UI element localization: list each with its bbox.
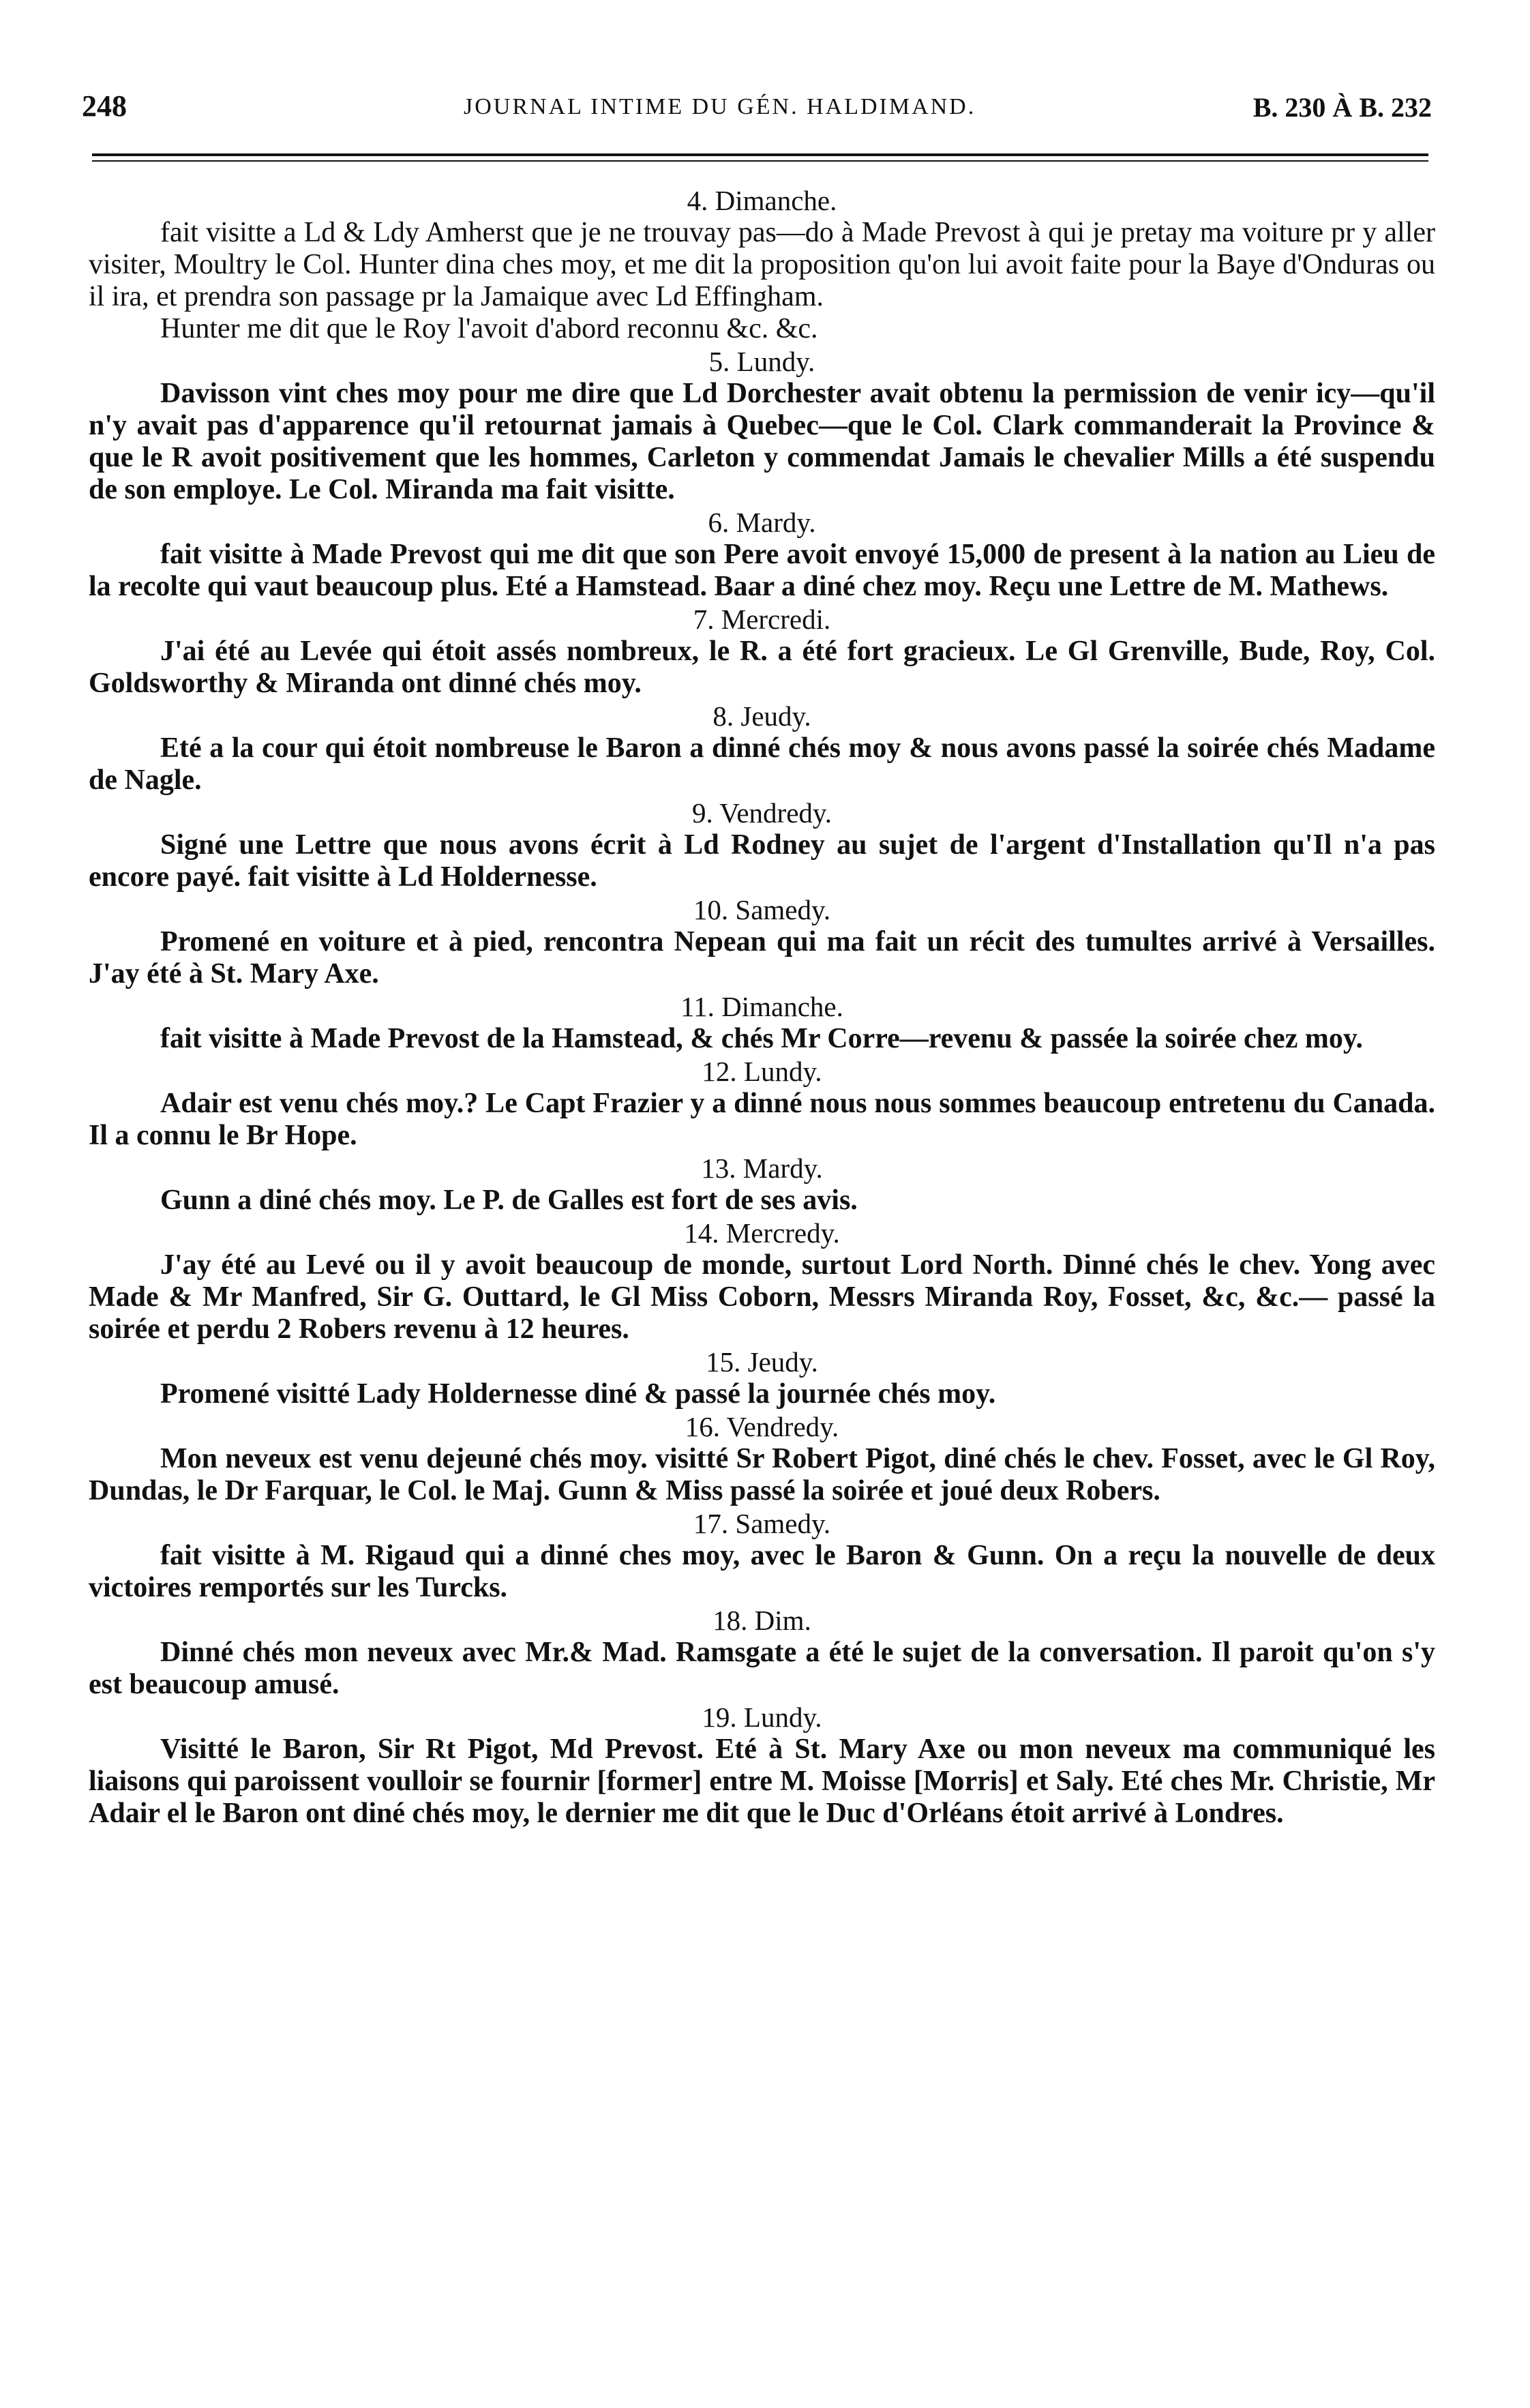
entry-date: 13. Mardy. <box>701 1153 823 1184</box>
journal-entry <box>89 345 1435 506</box>
entry-date: 8. Jeudy. <box>712 700 811 732</box>
entry-text: Promené en voiture et à pied, rencontra Nepean qui ma fait un récit des tumultes arrivé à Versailles. J'ay été à St. Mary Axe. <box>89 926 1435 990</box>
entry-text: fait visitte a Ld & Ldy Amherst que je ne trouvay pas—do à Made Prevost à qui je pretay ma voiture pr y aller visiter, Moultry le Col. Hunter dina ches moy, et me dit la proposition qu'on lui avoit faite pour la Baye d'Onduras ou il ira, et prendra son passage pr la Jamaique avec Ld Effingham. <box>89 217 1435 312</box>
entry-date: 11. Dimanche. <box>680 991 843 1022</box>
entry-date: 14. Mercredy. <box>684 1217 840 1249</box>
entry-text: fait visitte à M. Rigaud qui a dinné ches moy, avec le Baron & Gunn. On a reçu la nouvelle de deux victoires remportés sur les Turcks. <box>89 1540 1435 1603</box>
entry-date: 17. Samedy. <box>693 1508 831 1539</box>
entry-text: fait visitte à Made Prevost qui me dit que son Pere avoit envoyé 15,000 de present à la nation au Lieu de la recolte qui vaut beaucoup plus. Eté a Hamstead. Baar a diné chez moy. Reçu une Lettre de M. Mathews. <box>89 539 1435 602</box>
entry-date: 6. Mardy. <box>708 507 816 538</box>
journal-entry <box>89 603 1435 700</box>
entry-text: Promené visitté Lady Holdernesse diné & passé la journée chés moy. <box>160 1378 996 1410</box>
journal-entry <box>89 797 1435 893</box>
journal-entry <box>89 313 1435 345</box>
journal-entry <box>89 1701 1435 1830</box>
journal-entry <box>89 893 1435 990</box>
journal-entry <box>89 1507 1435 1604</box>
entry-date: 12. Lundy. <box>702 1056 822 1087</box>
entry-text: Eté a la cour qui étoit nombreuse le Baron a dinné chés moy & nous avons passé la soirée chés Madame de Nagle. <box>89 732 1435 796</box>
page-header <box>82 89 1432 130</box>
entry-date: 18. Dim. <box>712 1605 811 1636</box>
journal-entry <box>89 700 1435 797</box>
entry-text: J'ai été au Levée qui étoit assés nombreux, le R. a été fort gracieux. Le Gl Grenville, Bude, Roy, Col. Goldsworthy & Miranda ont dinné chés moy. <box>89 636 1435 699</box>
entry-date: 19. Lundy. <box>702 1701 822 1733</box>
entry-text: Visitté le Baron, Sir Rt Pigot, Md Prevost. Eté à St. Mary Axe ou mon neveux ma communiqué les liaisons qui paroissent voulloir se fournir [former] entre M. Moisse [Morris] et Saly. Eté ches Mr. Christie, Mr Adair el le Baron ont diné chés moy, le dernier me dit que le Duc d'Orléans étoit arrivé à Londres. <box>89 1734 1435 1829</box>
journal-entry <box>89 1217 1435 1346</box>
entry-date: 7. Mercredi. <box>693 604 831 635</box>
journal-entry <box>89 1152 1435 1217</box>
journal-entry <box>89 990 1435 1055</box>
entry-text: Signé une Lettre que nous avons écrit à Ld Rodney au sujet de l'argent d'Installation qu'Il n'a pas encore payé. fait visitte à Ld Holdernesse. <box>89 829 1435 893</box>
entry-date: 10. Samedy. <box>693 894 831 925</box>
journal-entry <box>89 184 1435 313</box>
journal-body <box>89 184 1435 1830</box>
page-number: 248 <box>82 89 127 123</box>
entry-date: 4. Dimanche. <box>687 185 837 216</box>
journal-entry <box>89 1055 1435 1152</box>
journal-entry <box>89 1410 1435 1507</box>
entry-text: Hunter me dit que le Roy l'avoit d'abord reconnu &c. &c. <box>160 313 818 344</box>
entry-text: J'ay été au Levé ou il y avoit beaucoup de monde, surtout Lord North. Dinné chés le chev. Yong avec Made & Mr Manfred, Sir G. Outtard, le Gl Miss Coborn, Messrs Miranda Roy, Fosset, &c, &c.— passé la soirée et perdu 2 Robers revenu à 12 heures. <box>89 1249 1435 1345</box>
entry-text: Adair est venu chés moy.? Le Capt Frazier y a dinné nous nous sommes beaucoup entretenu du Canada. Il a connu le Br Hope. <box>89 1088 1435 1151</box>
entry-text: Mon neveux est venu dejeuné chés moy. visitté Sr Robert Pigot, diné chés le chev. Fosset, avec le Gl Roy, Dundas, le Dr Farquar, le Col. le Maj. Gunn & Miss passé la soirée et joué deux Robers. <box>89 1443 1435 1506</box>
entry-date: 5. Lundy. <box>708 346 815 377</box>
running-title: JOURNAL INTIME DU GÉN. HALDIMAND. <box>464 94 976 119</box>
journal-entry <box>89 1604 1435 1701</box>
entry-date: 16. Vendredy. <box>685 1411 839 1442</box>
entry-date: 9. Vendredy. <box>692 797 832 829</box>
journal-entry <box>89 1346 1435 1410</box>
entry-text: Gunn a diné chés moy. Le P. de Galles est fort de ses avis. <box>160 1185 858 1216</box>
entry-text: Davisson vint ches moy pour me dire que Ld Dorchester avait obtenu la permission de venir icy—qu'il n'y avait pas d'apparence qu'il retournat jamais à Quebec—que le Col. Clark commanderait la Province & que le R avoit positivement que les hommes, Carleton y commendat Jamais le chevalier Mills a été suspendu de son employe. Le Col. Miranda ma fait visitte. <box>89 378 1435 505</box>
entry-date: 15. Jeudy. <box>706 1346 818 1378</box>
entry-text: Dinné chés mon neveux avec Mr.& Mad. Ramsgate a été le sujet de la conversation. Il paroit qu'on s'y est beaucoup amusé. <box>89 1637 1435 1700</box>
journal-entry <box>89 506 1435 603</box>
header-rule <box>92 153 1428 162</box>
entry-text: fait visitte à Made Prevost de la Hamstead, & chés Mr Corre—revenu & passée la soirée chez moy. <box>160 1023 1363 1054</box>
document-range: B. 230 À B. 232 <box>1252 92 1432 123</box>
